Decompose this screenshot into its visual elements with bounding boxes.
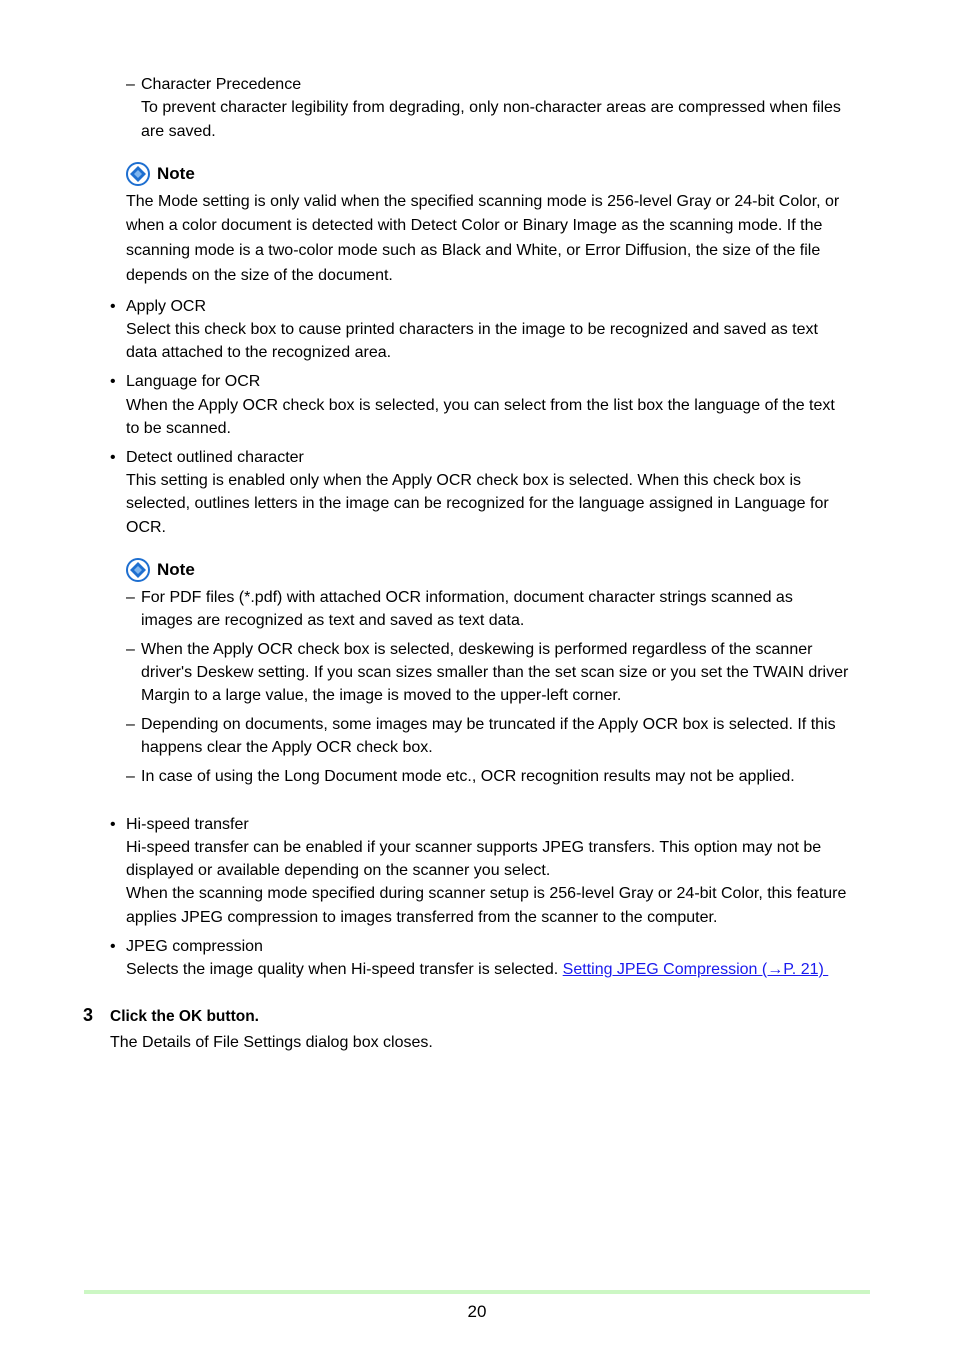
note-diamond-icon [126, 558, 150, 582]
language-ocr-line: When the Apply OCR check box is selected, you can select from the list box the language of the text [126, 397, 835, 414]
note-text-line: when a color document is detected with Detect Color or Binary Image as the scanning mode. If the [126, 217, 823, 234]
detect-outlined-line: This setting is enabled only when the Apply OCR check box is selected. When this check box is [126, 472, 802, 489]
character-precedence-title: Character Precedence [141, 76, 302, 93]
detect-outlined-line: OCR. [126, 519, 166, 536]
bullet-marker: • [110, 449, 116, 466]
character-precedence-line: To prevent character legibility from degrading, only non-character areas are compressed when files [141, 99, 841, 116]
note-text-line: depends on the size of the document. [126, 267, 393, 284]
apply-ocr-title: Apply OCR [126, 298, 207, 315]
detect-outlined-title: Detect outlined character [126, 449, 304, 466]
bullet-marker: • [110, 298, 116, 315]
jpeg-compression-link[interactable]: Setting JPEG Compression (→P. 21) [562, 961, 829, 978]
page-number: 20 [467, 1302, 487, 1321]
hispeed-line: Hi-speed transfer can be enabled if your scanner supports JPEG transfers. This option may not be [126, 839, 822, 856]
dash-marker: – [126, 76, 135, 93]
detect-outlined-line: selected, outlines letters in the image can be recognized for the language assigned in Language for [126, 495, 829, 512]
step-title: Click the OK button. [110, 1008, 259, 1025]
hispeed-line: applies JPEG compression to images transferred from the scanner to the computer. [126, 909, 718, 926]
note-item-line: In case of using the Long Document mode etc., OCR recognition results may not be applied. [141, 768, 795, 785]
jpeg-title: JPEG compression [126, 938, 263, 955]
character-precedence-line: are saved. [141, 123, 216, 140]
footer-divider [84, 1290, 870, 1294]
jpeg-line [126, 958, 828, 982]
note-text-line: The Mode setting is only valid when the specified scanning mode is 256-level Gray or 24-bit Color, or [126, 193, 840, 210]
note-item-line: For PDF files (*.pdf) with attached OCR information, document character strings scanned as [141, 589, 793, 606]
note-item-line: Margin to a large value, the image is moved to the upper-left corner. [141, 687, 622, 704]
note-item-line: images are recognized as text and saved as text data. [141, 612, 525, 629]
hispeed-line: When the scanning mode specified during scanner setup is 256-level Gray or 24-bit Color, this feature [126, 885, 847, 902]
hispeed-line: displayed or available depending on the scanner you select. [126, 862, 551, 879]
language-ocr-line: to be scanned. [126, 420, 231, 437]
note-item-line: driver's Deskew setting. If you scan sizes smaller than the set scan size or you set the TWAIN driver [141, 664, 849, 681]
bullet-marker: • [110, 816, 116, 833]
apply-ocr-line: data attached to the recognized area. [126, 344, 392, 361]
note-item-line: happens clear the Apply OCR check box. [141, 739, 433, 756]
bullet-marker: • [110, 938, 116, 955]
bullet-marker: • [110, 373, 116, 390]
note-diamond-icon [126, 162, 150, 186]
dash-marker: – [126, 641, 135, 658]
dash-marker: – [126, 716, 135, 733]
dash-marker: – [126, 589, 135, 606]
jpeg-text: Selects the image quality when Hi-speed transfer is selected. [126, 961, 559, 978]
note-item-line: When the Apply OCR check box is selected, deskewing is performed regardless of the scanner [141, 641, 813, 658]
step-number: 3 [83, 1005, 94, 1025]
note-text-line: scanning mode is a two-color mode such as Black and White, or Error Diffusion, the size of the file [126, 242, 821, 259]
language-ocr-title: Language for OCR [126, 373, 261, 390]
step-text: The Details of File Settings dialog box closes. [110, 1034, 433, 1051]
dash-marker: – [126, 768, 135, 785]
note-heading [126, 162, 195, 186]
note-heading [126, 558, 195, 582]
note-item-line: Depending on documents, some images may be truncated if the Apply OCR box is selected. If this [141, 716, 836, 733]
apply-ocr-line: Select this check box to cause printed characters in the image to be recognized and saved as text [126, 321, 818, 338]
hispeed-title: Hi-speed transfer [126, 816, 249, 833]
note-title: Note [157, 164, 195, 184]
note-title: Note [157, 560, 195, 580]
